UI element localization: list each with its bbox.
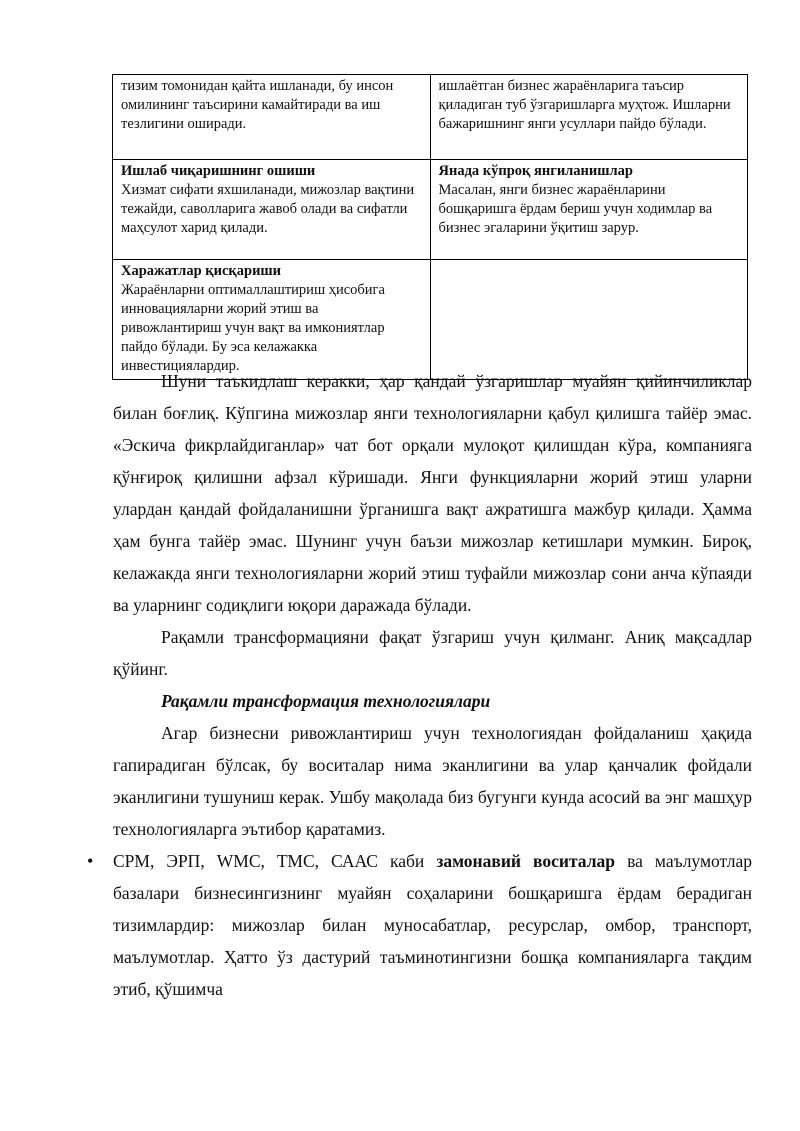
section-heading: Рақамли трансформация технологиялари xyxy=(161,691,491,711)
table-cell xyxy=(113,160,431,260)
table-cell xyxy=(430,160,748,260)
cell-text: ишлаётган бизнес жараёнларига таъсир қиладиган туб ўзгаришларга муҳтож. Ишларни бажаришнинг янги усуллари пайдо бўлади. xyxy=(438,78,731,132)
cell-text: Жараёнларни оптималлаштириш ҳисобига инновацияларни жорий этиш ва ривожлантириш учун вақт ва имкониятлар пайдо бўлади. Бу эса келажакка инвестициялардир. xyxy=(121,282,385,374)
bullet-icon: • xyxy=(87,851,94,871)
bullet-rest: ва маълумотлар базалари бизнесингизнинг муайян соҳаларини бошқаришга ёрдам берадиган тизимлардир: мижозлар билан муносабатлар, ресурслар, омбор, транспорт, маълумотлар. Ҳатто ўз дастурий таъминотингизни бошқа компанияларга тақдим этиб, қўшимча xyxy=(113,851,753,999)
paragraph: Шуни таъкидлаш керакки, ҳар қандай ўзгаришлар муайян қийинчиликлар билан боғлиқ. Кўпгина мижозлар янги технологияларни қабул қилишга тайёр эмас. «Эскича фикрлайдиганлар» чат бот орқали мулоқот қилишдан кўра, компанияга қўнғироқ қилишни афзал кўришади. Янги функцияларни жорий этиш уларни улардан қандай фойдаланишни ўрганишга вақт ажратишга мажбур қилади. Ҳамма ҳам бунга тайёр эмас. Шунинг учун баъзи мижозлар кетишлари мумкин. Бироқ, келажакда янги технологияларни жорий этиш туфайли мижозлар сони анча кўпаяди ва уларнинг содиқлиги юқори даражада бўлади. xyxy=(113,371,752,615)
table-row xyxy=(113,260,748,380)
bullet-item xyxy=(87,845,753,1005)
cell-heading: Харажатлар қисқариши xyxy=(121,263,282,279)
cell-heading: Ишлаб чиқаришнинг ошиши xyxy=(121,163,316,179)
cell-text: Хизмат сифати яхшиланади, мижозлар вақтини тежайди, саволларига жавоб олади ва сифатли маҳсулот харид қилади. xyxy=(121,182,415,236)
table-cell-empty xyxy=(430,260,748,380)
bullet-bold: замонавий воситалар xyxy=(436,851,616,871)
bullet-lead: СРМ, ЭРП, WMC, ТМС, СААС каби xyxy=(113,851,437,871)
document-body xyxy=(87,365,753,1005)
table-cell xyxy=(430,75,748,160)
cell-heading: Янада кўпроқ янгиланишлар xyxy=(438,163,633,179)
table-row xyxy=(113,160,748,260)
paragraph: Рақамли трансформацияни фақат ўзгариш учун қилманг. Аниқ мақсадлар қўйинг. xyxy=(113,627,752,679)
features-table xyxy=(112,74,748,380)
table-row xyxy=(113,75,748,160)
table-cell xyxy=(113,75,431,160)
table-cell xyxy=(113,260,431,380)
cell-text: тизим томонидан қайта ишланади, бу инсон омилининг таъсирини камайтиради ва иш тезлигини оширади. xyxy=(121,78,394,132)
cell-text: Масалан, янги бизнес жараёнларини бошқаришга ёрдам бериш учун ходимлар ва бизнес эгаларини ўқитиш зарур. xyxy=(438,182,713,236)
paragraph: Агар бизнесни ривожлантириш учун технологиядан фойдаланиш ҳақида гапирадиган бўлсак, бу воситалар нима эканлигини ва улар қанчалик фойдали эканлигини тушуниш керак. Ушбу мақолада биз бугунги кунда асосий ва энг машҳур технологияларга эътибор қаратамиз. xyxy=(113,723,752,839)
